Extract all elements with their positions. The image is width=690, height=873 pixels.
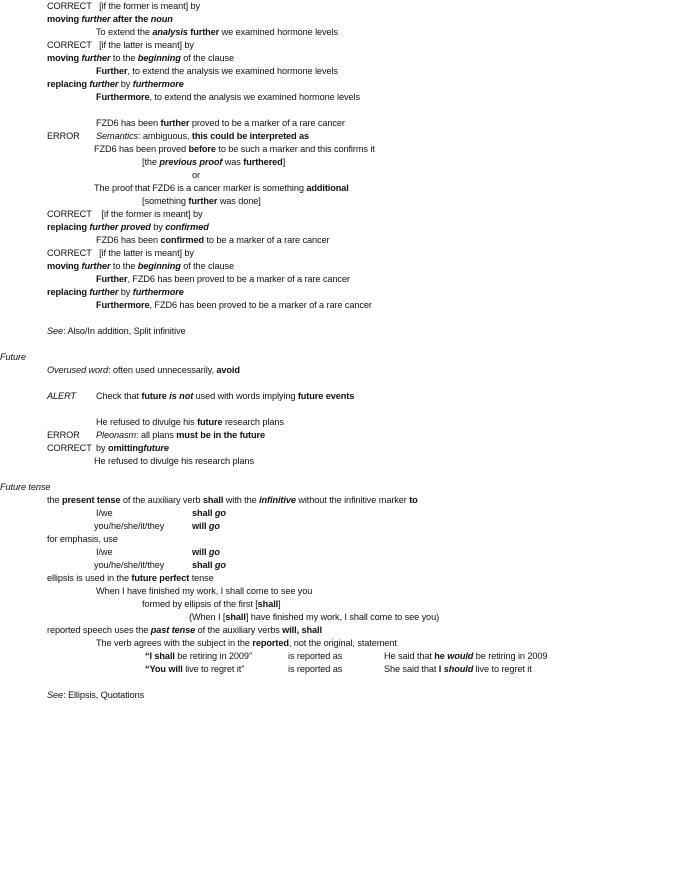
- conjugation-verb: will go: [192, 521, 220, 531]
- example-line: Furthermore, to extend the analysis we examined hormone levels: [96, 92, 360, 102]
- example-line: FZD6 has been proved before to be such a marker and this confirms it: [94, 144, 375, 154]
- text-line: reported speech uses the past tense of the auxiliary verbs will, shall: [47, 625, 322, 635]
- text-line: or: [192, 170, 200, 180]
- text-line: Pleonasm: all plans must be in the future: [96, 430, 265, 440]
- example-line: The proof that FZD6 is a cancer marker is something additional: [94, 183, 349, 193]
- conjugation-pronoun: I/we: [96, 508, 113, 518]
- see-also: See: Also/In addition, Split infinitive: [47, 326, 186, 336]
- example-line: Furthermore, FZD6 has been proved to be a marker of a rare cancer: [96, 300, 372, 310]
- conjugation-pronoun: you/he/she/it/they: [94, 560, 165, 570]
- text-line: Semantics: ambiguous, this could be interpreted as: [96, 131, 310, 141]
- text-line: replacing further proved by confirmed: [47, 222, 209, 232]
- text-line: The verb agrees with the subject in the reported, not the original, statement: [96, 638, 397, 648]
- quote-connector: is reported as: [288, 664, 343, 674]
- error-label: ERROR: [47, 430, 80, 440]
- text-line: CORRECT [if the latter is meant] by: [47, 40, 194, 50]
- example-line: When I have finished my work, I shall come to see you: [96, 586, 313, 596]
- entry-heading: Future tense: [0, 482, 51, 492]
- text-line: by omittingfuture: [96, 443, 169, 453]
- text-line: CORRECT [if the latter is meant] by: [47, 248, 194, 258]
- example-line: [something further was done]: [142, 196, 261, 206]
- conjugation-verb: will go: [192, 547, 220, 557]
- conjugation-pronoun: you/he/she/it/they: [94, 521, 165, 531]
- text-line: CORRECT [if the former is meant] by: [47, 209, 203, 219]
- example-line: formed by ellipsis of the first [shall]: [142, 599, 281, 609]
- text-line: for emphasis, use: [47, 534, 118, 544]
- text-line: moving further to the beginning of the clause: [47, 261, 234, 271]
- alert-label: ALERT: [47, 391, 76, 401]
- text-line: the present tense of the auxiliary verb shall with the infinitive without the infinitive marker to: [47, 495, 418, 505]
- conjugation-pronoun: I/we: [96, 547, 113, 557]
- example-line: Further, FZD6 has been proved to be a marker of a rare cancer: [96, 274, 350, 284]
- text-line: Check that future is not used with words implying future events: [96, 391, 355, 401]
- quote-reported: She said that I should live to regret it: [384, 664, 532, 674]
- text-line: CORRECT [if the former is meant] by: [47, 1, 201, 11]
- text-line: replacing further by furthermore: [47, 79, 184, 89]
- example-line: To extend the analysis further we examined hormone levels: [96, 27, 338, 37]
- example-line: Further, to extend the analysis we examined hormone levels: [96, 66, 338, 76]
- example-line: FZD6 has been confirmed to be a marker of a rare cancer: [96, 235, 330, 245]
- text-line: ellipsis is used in the future perfect tense: [47, 573, 214, 583]
- example-line: (When I [shall] have finished my work, I shall come to see you): [189, 612, 440, 622]
- example-line: He refused to divulge his research plans: [94, 456, 254, 466]
- conjugation-verb: shall go: [192, 508, 226, 518]
- conjugation-verb: shall go: [192, 560, 226, 570]
- example-line: [the previous proof was furthered]: [142, 157, 286, 167]
- example-line: He refused to divulge his future research plans: [96, 417, 284, 427]
- see-also: See: Ellipsis, Quotations: [47, 690, 145, 700]
- error-label: ERROR: [47, 131, 80, 141]
- quote-reported: He said that he would be retiring in 2009: [384, 651, 548, 661]
- text-line: moving further to the beginning of the clause: [47, 53, 234, 63]
- entry-heading: Future: [0, 352, 26, 362]
- correct-label: CORRECT: [47, 443, 92, 453]
- text-line: replacing further by furthermore: [47, 287, 184, 297]
- quote-original: “You will live to regret it”: [145, 664, 245, 674]
- example-line: FZD6 has been further proved to be a marker of a rare cancer: [96, 118, 345, 128]
- quote-original: “I shall be retiring in 2009”: [145, 651, 252, 661]
- text-line: Overused word: often used unnecessarily, avoid: [47, 365, 240, 375]
- quote-connector: is reported as: [288, 651, 343, 661]
- text-line: moving further after the noun: [47, 14, 173, 24]
